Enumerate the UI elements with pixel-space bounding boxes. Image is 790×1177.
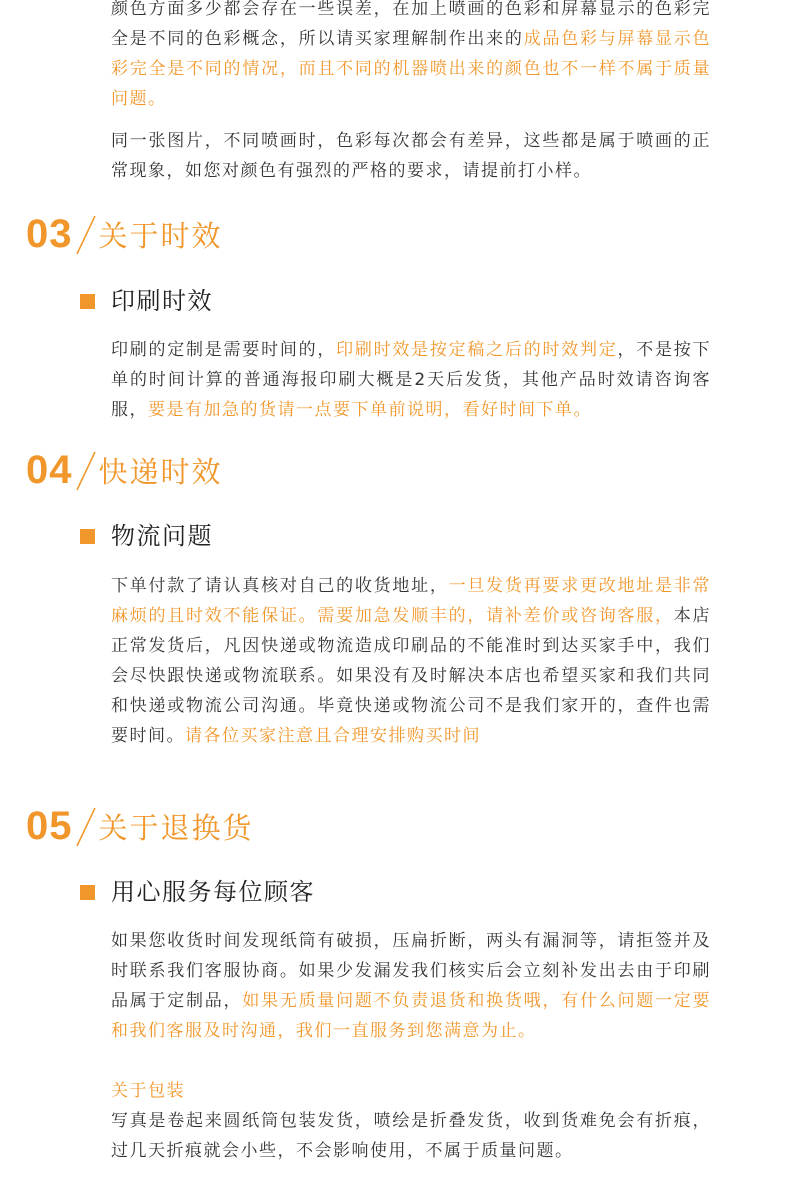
text-segment: 印刷的定制是需要时间的， xyxy=(111,340,337,360)
text-highlight: 一旦发货再要求更改地址是非常麻烦的且时效不能保证。需要加急发顺丰的，请补差价或咨询客服， xyxy=(111,576,712,626)
subsection-title: 印刷时效 xyxy=(111,287,213,315)
section-04-header xyxy=(26,444,223,492)
color-notice-paragraph xyxy=(111,0,711,114)
section-05-header xyxy=(26,800,254,848)
text-segment: 如果您收货时间发现纸筒有破损，压扁折断，两头有漏洞等，请拒签并及时联系我们客服协商。如果少发漏发我们核实后会立刻补发出去由于印刷品属于定制品， xyxy=(111,931,711,1011)
section-number: 03 xyxy=(26,212,73,256)
square-bullet-icon xyxy=(80,529,95,544)
slash-divider-icon xyxy=(75,448,97,492)
text-segment: ，不是按下单的时间计算的普通海报印刷大概是2天后发货，其他产品时效请咨询客服， xyxy=(111,340,712,420)
color-variance-paragraph: 同一张图片，不同喷画时，色彩每次都会有差异，这些都是属于喷画的正常现象，如您对颜色有强烈的严格的要求，请提前打小样。 xyxy=(111,131,711,181)
returns-paragraph xyxy=(111,926,711,1046)
text-segment: 本店正常发货后，凡因快递或物流造成印刷品的不能准时到达买家手中，我们会尽快跟快递或物流联系。如果没有及时解决本店也希望买家和我们共同和快递或物流公司沟通。毕竟快递或物流公司不是我们家开的，查件也需要时间。 xyxy=(111,606,712,746)
slash-divider-icon xyxy=(75,212,97,256)
subsection-header xyxy=(80,521,213,551)
subsection-header xyxy=(80,877,315,907)
text-highlight: 请各位买家注意且合理安排购买时间 xyxy=(185,726,481,746)
section-number: 04 xyxy=(26,448,73,492)
slash-divider-icon xyxy=(75,804,97,848)
section-number: 05 xyxy=(26,804,73,848)
packaging-paragraph: 写真是卷起来圆纸筒包装发货，喷绘是折叠发货，收到货难免会有折痕，过几天折痕就会小些，不会影响使用，不属于质量问题。 xyxy=(111,1111,711,1161)
text-highlight: 印刷时效是按定稿之后的时效判定 xyxy=(336,340,618,360)
section-title: 关于时效 xyxy=(98,219,223,253)
subsection-title: 用心服务每位顾客 xyxy=(111,878,315,906)
section-title: 快递时效 xyxy=(98,455,223,489)
text-segment: 下单付款了请认真核对自己的收货地址， xyxy=(111,576,449,596)
section-title: 关于退换货 xyxy=(98,811,254,845)
print-time-paragraph xyxy=(111,335,711,425)
square-bullet-icon xyxy=(80,885,95,900)
color-notice-text: 颜色方面多少都会存在一些误差，在加上喷画的色彩和屏幕显示的色彩完全是不同的色彩概念，所以请买家理解制作出来的 xyxy=(111,0,711,49)
subsection-header xyxy=(80,286,213,316)
packaging-label: 关于包装 xyxy=(111,1081,185,1101)
subsection-title: 物流问题 xyxy=(111,522,213,550)
section-03-header xyxy=(26,208,223,256)
color-notice-highlight: 成品色彩与屏幕显示色彩完全是不同的情况，而且不同的机器喷出来的颜色也不一样不属于质量问题。 xyxy=(111,29,712,109)
text-highlight: 如果无质量问题不负责退货和换货哦，有什么问题一定要和我们客服及时沟通，我们一直服务到您满意为止。 xyxy=(111,991,712,1041)
square-bullet-icon xyxy=(80,294,95,309)
logistics-paragraph xyxy=(111,571,711,751)
text-highlight: 要是有加急的货请一点要下单前说明，看好时间下单。 xyxy=(148,400,592,420)
